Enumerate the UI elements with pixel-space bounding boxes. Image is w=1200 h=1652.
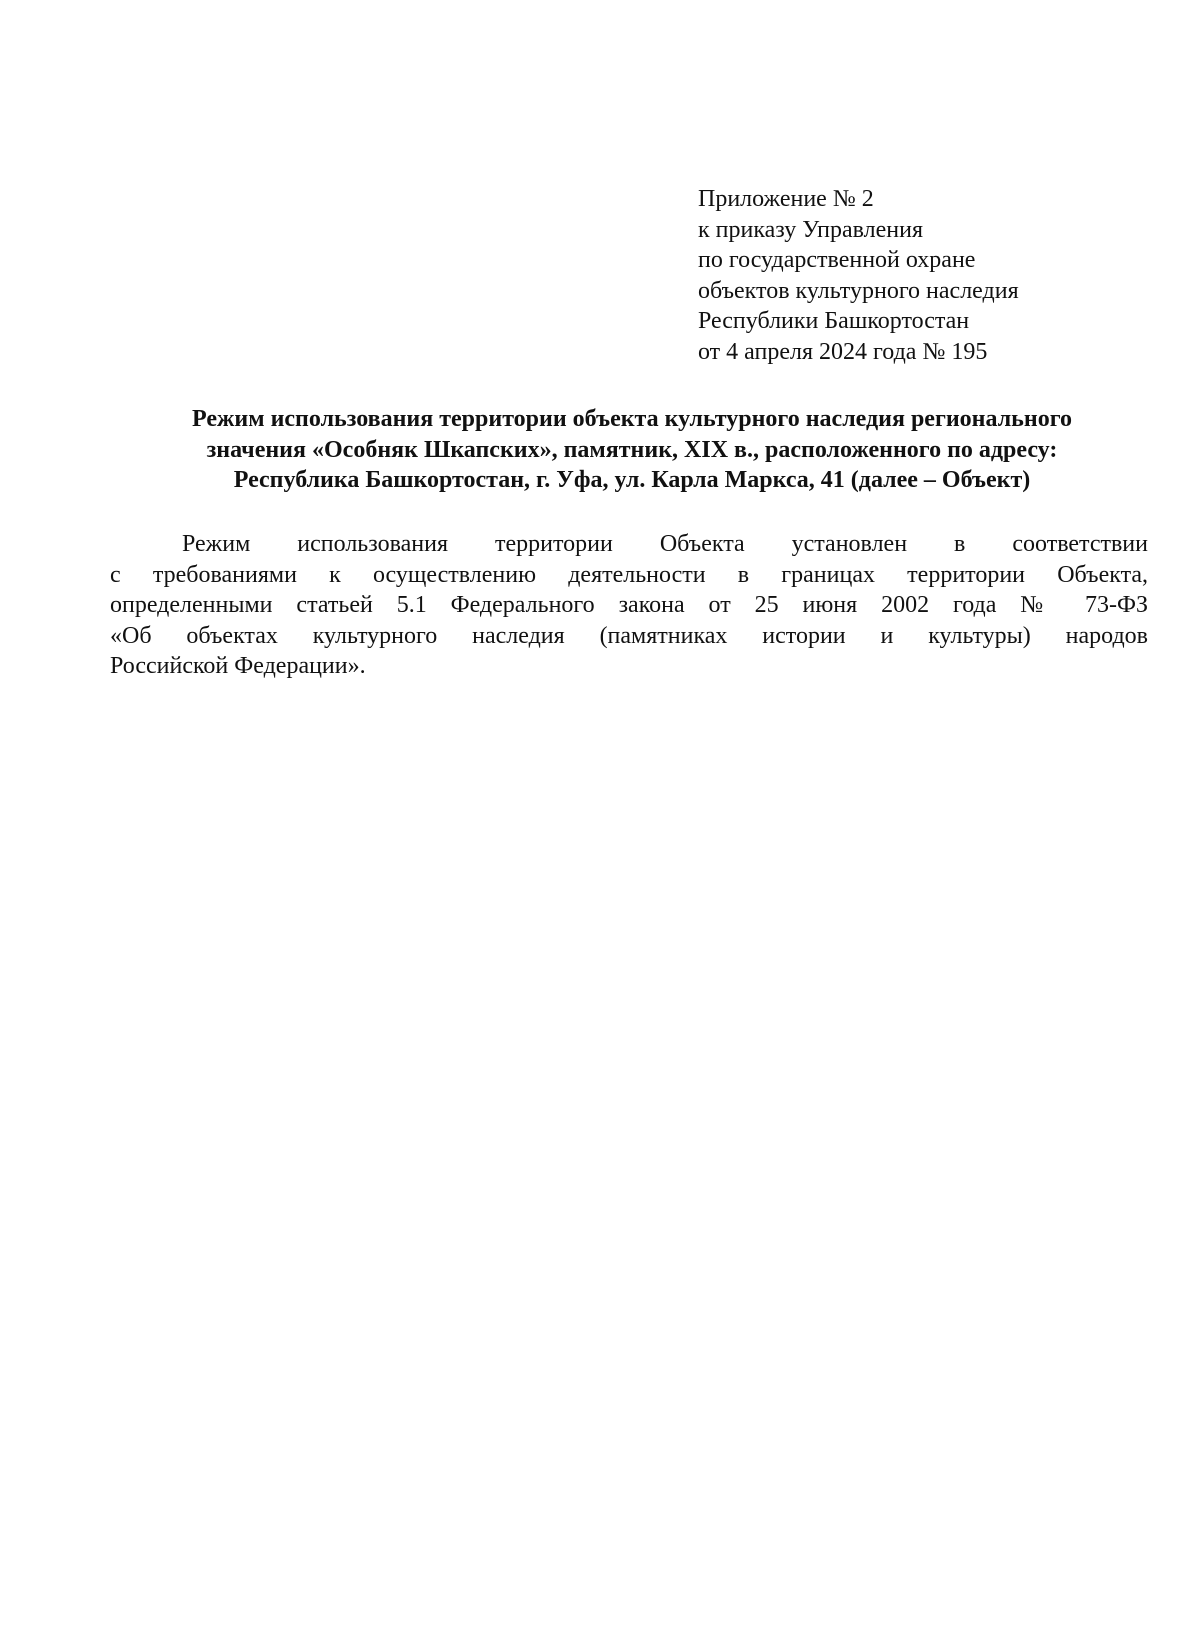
- appendix-line: Приложение № 2: [698, 186, 874, 212]
- appendix-header: [698, 184, 1138, 367]
- title-line: Режим использования территории объекта культурного наследия регионального: [192, 406, 1072, 432]
- document-title: [110, 404, 1154, 496]
- title-line: Республика Башкортостан, г. Уфа, ул. Карла Маркса, 41 (далее – Объект): [233, 467, 1031, 493]
- body-paragraph: [110, 529, 1148, 682]
- appendix-line: объектов культурного наследия: [698, 277, 1019, 304]
- body-line: Российской Федерации».: [110, 653, 366, 679]
- title-line: значения «Особняк Шкапских», памятник, XIX в., расположенного по адресу:: [206, 436, 1058, 463]
- appendix-line: Республики Башкортостан: [698, 308, 970, 334]
- appendix-line: от 4 апреля 2024 года № 195: [698, 338, 988, 365]
- body-line: Режим использования территории Объекта установлен в соответствии: [182, 531, 1148, 557]
- body-line: определенными статьей 5.1 Федерального закона от 25 июня 2002 года № 73-ФЗ: [110, 592, 1148, 618]
- appendix-line: к приказу Управления: [698, 216, 924, 243]
- body-line: с требованиями к осуществлению деятельности в границах территории Объекта,: [110, 561, 1148, 588]
- appendix-line: по государственной охране: [698, 247, 976, 273]
- body-line: «Об объектах культурного наследия (памятниках истории и культуры) народов: [110, 622, 1148, 649]
